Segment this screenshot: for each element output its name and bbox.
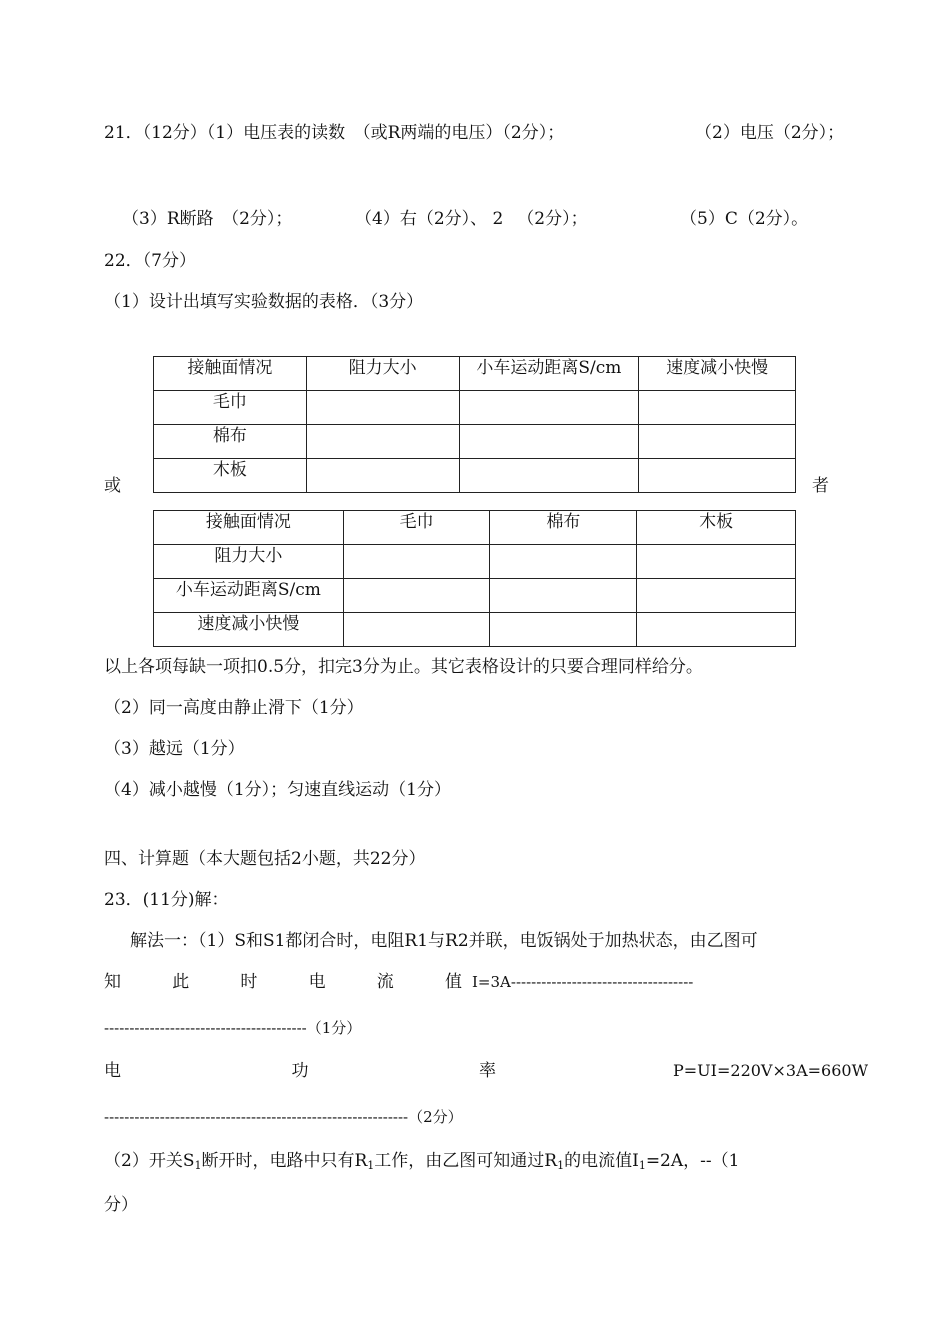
table2-cell bbox=[343, 613, 490, 647]
word: 值 bbox=[444, 972, 462, 992]
table1-header-cell: 小车运动距离S/cm bbox=[459, 357, 639, 391]
table2-cell bbox=[343, 545, 490, 579]
q21-line2-part1: （3）R断路 （2分）； bbox=[122, 209, 293, 229]
table1-header-row bbox=[154, 357, 796, 391]
text-run: 的电流值I bbox=[564, 1151, 639, 1171]
table-row bbox=[154, 391, 796, 425]
text-run: （2）开关S bbox=[104, 1151, 195, 1171]
table2-cell bbox=[637, 545, 796, 579]
table2-header-cell: 棉布 bbox=[490, 511, 637, 545]
table1-header-cell: 接触面情况 bbox=[154, 357, 307, 391]
table1-cell bbox=[306, 425, 459, 459]
table1-cell bbox=[639, 459, 796, 493]
table1-cell: 棉布 bbox=[154, 425, 307, 459]
text-run: 断开时，电路中只有R bbox=[201, 1151, 368, 1171]
grading-note: 以上各项每缺一项扣0.5分，扣完3分为止。其它表格设计的只要合理同样给分。 bbox=[104, 657, 703, 677]
table1-header-cell: 速度减小快慢 bbox=[639, 357, 796, 391]
table2-cell: 阻力大小 bbox=[154, 545, 344, 579]
q23-current-equation: I=3A------------------------------------ bbox=[472, 973, 694, 991]
q21-line1-part1: 21．（12分）（1）电压表的读数 （或R两端的电压）（2分）； bbox=[104, 123, 565, 143]
or-left-char: 或 bbox=[104, 476, 121, 496]
table1-cell bbox=[639, 425, 796, 459]
q21-line2-part2: （4）右（2分）、 2 （2分）； bbox=[355, 209, 588, 229]
table-row bbox=[154, 545, 796, 579]
q22-sub3: （3）越远（1分） bbox=[104, 739, 245, 759]
table2-header-row bbox=[154, 511, 796, 545]
q23-para1: 解法一：（1）S和S1都闭合时，电阻R1与R2并联，电饭锅处于加热状态，由乙图可 bbox=[130, 931, 758, 951]
q23-para2-cont: 分） bbox=[104, 1195, 138, 1215]
q23-power-equation: P=UI=220V×3A=660W bbox=[673, 1061, 869, 1080]
table-row bbox=[154, 579, 796, 613]
table1-cell: 木板 bbox=[154, 459, 307, 493]
table1-cell: 毛巾 bbox=[154, 391, 307, 425]
table2-cell bbox=[490, 613, 637, 647]
table2-header-cell: 接触面情况 bbox=[154, 511, 344, 545]
text-run: 工作，由乙图可知通过R bbox=[374, 1151, 558, 1171]
data-table-2 bbox=[153, 510, 796, 647]
table1-cell bbox=[639, 391, 796, 425]
table1-header-cell: 阻力大小 bbox=[306, 357, 459, 391]
subscript: 1 bbox=[194, 1159, 202, 1172]
q21-line2-part3: （5）C（2分）。 bbox=[680, 209, 809, 229]
table2-header-cell: 木板 bbox=[637, 511, 796, 545]
q22-sub4: （4）减小越慢（1分）；匀速直线运动（1分） bbox=[104, 780, 451, 800]
word: 功 bbox=[291, 1061, 309, 1081]
subscript: 1 bbox=[638, 1159, 646, 1172]
table1-cell bbox=[459, 425, 639, 459]
table2-cell: 速度减小快慢 bbox=[154, 613, 344, 647]
q22-title: 22．（7分） bbox=[104, 251, 196, 271]
text-run: =2A，--（1 bbox=[645, 1151, 740, 1171]
table1-cell bbox=[306, 391, 459, 425]
q21-line1-part2: （2）电压（2分）； bbox=[695, 123, 845, 143]
word: 电 bbox=[104, 1061, 121, 1081]
word: 时 bbox=[240, 972, 258, 992]
table2-cell: 小车运动距离S/cm bbox=[154, 579, 344, 613]
q23-line2-words bbox=[104, 971, 462, 993]
subscript: 1 bbox=[367, 1159, 375, 1172]
table2-cell bbox=[637, 613, 796, 647]
q23-dash-line-1: ----------------------------------------（1分） bbox=[104, 1019, 362, 1037]
data-table-1 bbox=[153, 356, 796, 493]
table-row bbox=[154, 425, 796, 459]
q23-para2 bbox=[104, 1150, 739, 1177]
table2-cell bbox=[490, 545, 637, 579]
q22-sub1: （1）设计出填写实验数据的表格．（3分） bbox=[104, 292, 424, 312]
word: 流 bbox=[376, 972, 394, 992]
table-row bbox=[154, 459, 796, 493]
table1-cell bbox=[459, 459, 639, 493]
table2-cell bbox=[343, 579, 490, 613]
table1-cell bbox=[306, 459, 459, 493]
q23-dash-line-2: ------------------------------------------------------------（2分） bbox=[104, 1108, 463, 1126]
word: 知 bbox=[104, 972, 121, 992]
table2-cell bbox=[637, 579, 796, 613]
word: 率 bbox=[479, 1061, 496, 1081]
table1-cell bbox=[459, 391, 639, 425]
q23-line4-words bbox=[104, 1060, 496, 1082]
or-right-char: 者 bbox=[812, 476, 829, 496]
table-row bbox=[154, 613, 796, 647]
table2-header-cell: 毛巾 bbox=[343, 511, 490, 545]
q23-title: 23．(11分)解： bbox=[104, 890, 229, 910]
table2-cell bbox=[490, 579, 637, 613]
subscript: 1 bbox=[557, 1159, 565, 1172]
section-heading: 四、计算题（本大题包括2小题，共22分） bbox=[104, 849, 426, 869]
word: 电 bbox=[308, 972, 326, 992]
q22-sub2: （2）同一高度由静止滑下（1分） bbox=[104, 698, 364, 718]
word: 此 bbox=[172, 972, 190, 992]
